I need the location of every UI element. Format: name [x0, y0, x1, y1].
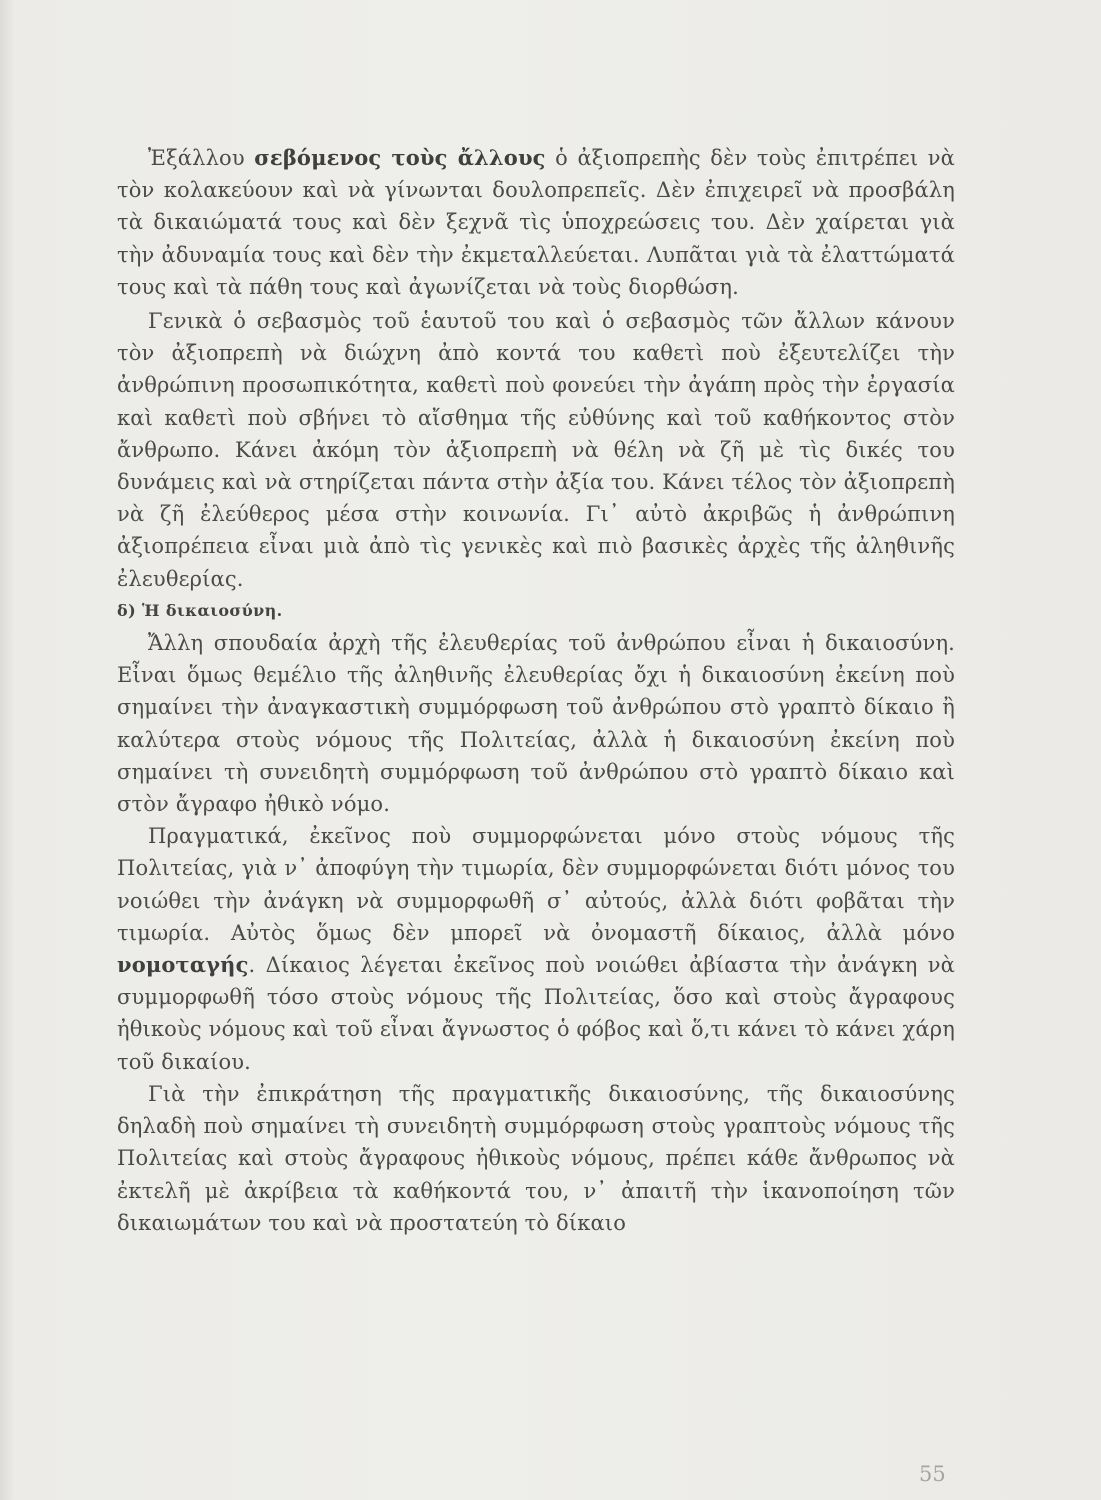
paragraph-3: Ἄλλη σπουδαία ἀρχὴ τῆς ἐλευθερίας τοῦ ἀνθρώπου εἶναι ἡ δικαιοσύνη. Εἶναι ὅμως θεμέλιο τῆς ἀληθινῆς ἐλευθερίας ὄχι ἡ δικαιοσύνη ἐκείνη ποὺ σημαίνει τὴν ἀναγκαστικὴ συμμόρφωση τοῦ ἀνθρώπου στὸ γραπτὸ δίκαιο ἢ καλύτερα στοὺς νόμους τῆς Πολιτείας, ἀλλὰ ἡ δικαιοσύνη ἐκείνη ποὺ σημαίνει τὴ συνειδητὴ συμμόρφωση τοῦ ἀνθρώπου στὸ γραπτὸ δίκαιο καὶ στὸν ἄγραφο ἠθικὸ νόμο. [117, 631, 955, 817]
paragraph-2: Γενικὰ ὁ σεβασμὸς τοῦ ἑαυτοῦ του καὶ ὁ σεβασμὸς τῶν ἄλλων κάνουν τὸν ἀξιοπρεπὴ νὰ διώχνη ἀπὸ κοντά του καθετὶ ποὺ ἐξευτελίζει τὴν ἀνθρώπινη προσωπικότητα, καθετὶ ποὺ φονεύει τὴν ἀγάπη πρὸς τὴν ἐργασία καὶ καθετὶ ποὺ σβήνει τὸ αἴσθημα τῆς εὐθύνης καὶ τοῦ καθήκοντος στὸν ἄνθρωπο. Κάνει ἀκόμη τὸν ἀξιοπρεπὴ νὰ θέλη νὰ ζῆ μὲ τὶς δικές του δυνάμεις καὶ νὰ στηρίζεται πάντα στὴν ἀξία του. Κάνει τέλος τὸν ἀξιοπρεπὴ νὰ ζῆ ἐλεύθερος μέσα στὴν κοινωνία. Γι᾿ αὐτὸ ἀκριβῶς ἡ ἀνθρώπινη ἀξιοπρέπεια εἶναι μιὰ ἀπὸ τὶς γενικὲς καὶ πιὸ βασικὲς ἀρχὲς τῆς ἀληθινῆς ἐλευθερίας. [117, 309, 955, 591]
bold-word-law-abiding: νομοταγής [117, 952, 249, 978]
section-heading: δ) Ἡ δικαιοσύνη. [117, 600, 283, 620]
bold-phrase-respecting-others: σεβόμενος τοὺς ἄλλους [254, 145, 546, 170]
body-text [117, 142, 955, 1239]
paragraph-5: Γιὰ τὴν ἐπικράτηση τῆς πραγματικῆς δικαιοσύνης, τῆς δικαιοσύνης δηλαδὴ ποὺ σημαίνει τὴ συνειδητὴ συμμόρφωση στοὺς γραπτοὺς νόμους τῆς Πολιτείας καὶ στοὺς ἄγραφους ἠθικοὺς νόμους, πρέπει κάθε ἄνθρωπος νὰ ἐκτελῆ μὲ ἀκρίβεια τὰ καθήκοντά του, ν᾿ ἀπαιτῆ τὴν ἱκανοποίηση τῶν δικαιωμάτων του καὶ νὰ προστατεύη τὸ δίκαιο [117, 1081, 955, 1235]
page-number: 55 [919, 1462, 946, 1486]
paragraph-4: Πραγματικά, ἐκεῖνος ποὺ συμμορφώνεται μόνο στοὺς νόμους τῆς Πολιτείας, γιὰ ν᾿ ἀποφύγη τὴν τιμωρία, δὲν συμμορφώνεται διότι μόνος του νοιώθει τὴν ἀνάγκη νὰ συμμορφωθῆ σ᾿ αὐτούς, ἀλλὰ διότι φοβᾶται τὴν τιμωρία. Αὐτὸς ὅμως δὲν μπορεῖ νὰ ὀνομαστῆ δίκαιος, ἀλλὰ μόνο νομοταγής. Δίκαιος λέγεται ἐκεῖνος ποὺ νοιώθει ἀβίαστα τὴν ἀνάγκη νὰ συμμορφωθῆ τόσο στοὺς νόμους τῆς Πολιτείας, ὅσο καὶ στοὺς ἄγραφους ἠθικοὺς νόμους καὶ τοῦ εἶναι ἄγνωστος ὁ φόβος καὶ ὅ,τι κάνει τὸ κάνει χάρη τοῦ δικαίου. [117, 824, 955, 1074]
paragraph-1: Ἐξάλλου σεβόμενος τοὺς ἄλλους ὁ ἀξιοπρεπὴς δὲν τοὺς ἐπιτρέπει νὰ τὸν κολακεύουν καὶ νὰ γίνωνται δουλοπρεπεῖς. Δὲν ἐπιχειρεῖ νὰ προσβάλη τὰ δικαιώματά τους καὶ δὲν ξεχνᾶ τὶς ὑποχρεώσεις του. Δὲν χαίρεται γιὰ τὴν ἀδυναμία τους καὶ δὲν τὴν ἐκμεταλλεύεται. Λυπᾶται γιὰ τὰ ἐλαττώματά τους καὶ τὰ πάθη τους καὶ ἀγωνίζεται νὰ τοὺς διορθώση. [117, 145, 955, 299]
